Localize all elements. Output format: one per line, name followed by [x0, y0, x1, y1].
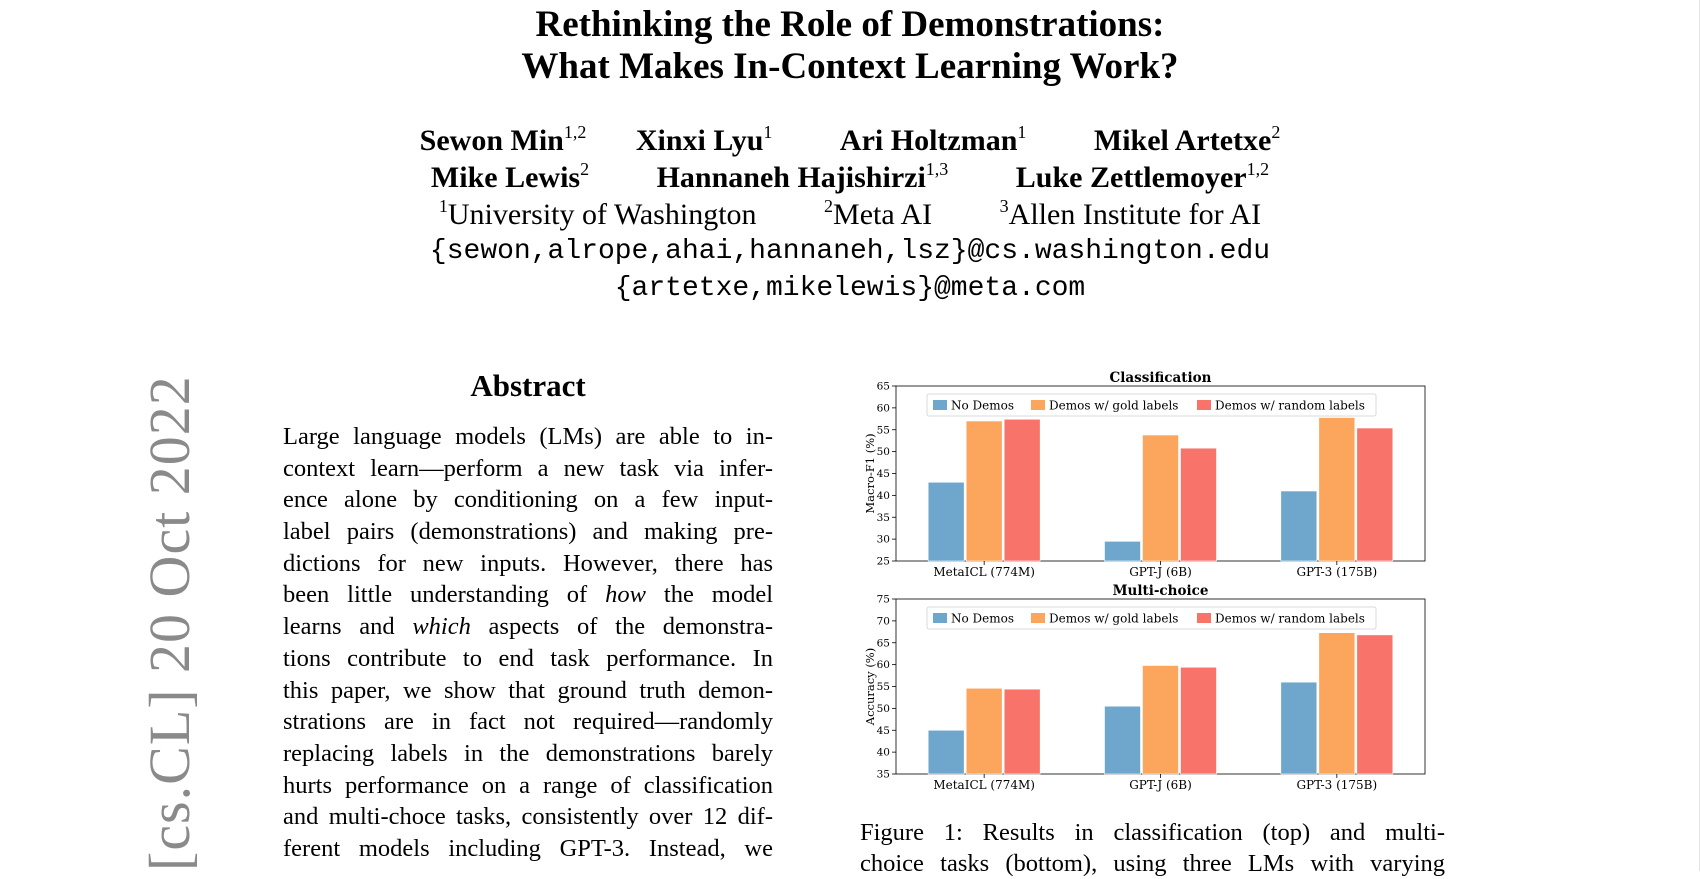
abstract-line: learns and which aspects of the demonstra-: [283, 613, 774, 641]
legend-swatch: [1031, 613, 1045, 623]
y-tick-label: 45: [876, 468, 890, 480]
y-tick-label: 30: [876, 533, 890, 546]
abstract-body: [283, 421, 773, 865]
abstract-line: Large language models (LMs) are able to in-: [283, 423, 773, 450]
bar-multi-choice-demos-w-random-labels-2: [1357, 635, 1393, 774]
x-tick-label: GPT-3 (175B): [1296, 778, 1378, 792]
title-line-1: Rethinking the Role of Demonstrations:: [535, 4, 1165, 45]
legend-label: Demos w/ gold labels: [1049, 398, 1179, 413]
legend-swatch: [1197, 400, 1211, 410]
caption-line-1: Figure 1: Results in classification (top) and multi-: [860, 819, 1445, 846]
y-axis-label-multi-choice: Accuracy (%): [863, 647, 877, 726]
author-xinxi-lyu: Xinxi Lyu$^1$: [635, 122, 773, 157]
bar-classification-no-demos-0: [928, 482, 964, 561]
abstract-line: been little understanding of how the model: [283, 581, 774, 609]
abstract-line: replacing labels in the demonstrations barely: [283, 739, 773, 767]
author-hannaneh-hajishirzi: Hannaneh Hajishirzi$^{1,3}$: [656, 159, 949, 194]
figure-1: [860, 368, 1460, 798]
bar-classification-demos-w-gold-labels-1: [1143, 435, 1179, 561]
y-tick-label: 60: [876, 659, 890, 672]
author-row-1: [0, 122, 1700, 159]
chart-title-classification: Classification: [1109, 370, 1212, 386]
email-uw: {sewon,alrope,ahai,hannaneh,lsz}@cs.washington.edu: [429, 236, 1271, 267]
bar-classification-demos-w-gold-labels-0: [966, 421, 1002, 561]
bar-multi-choice-demos-w-gold-labels-0: [966, 688, 1002, 774]
bar-multi-choice-demos-w-random-labels-1: [1181, 667, 1217, 774]
legend-swatch: [1031, 400, 1045, 410]
abstract-line: label pairs (demonstrations) and making pre-: [283, 518, 773, 546]
bar-classification-demos-w-random-labels-1: [1181, 448, 1217, 561]
emphasis-which: which: [412, 613, 471, 641]
y-tick-label: 35: [876, 511, 890, 524]
x-tick-label: MetaICL (774M): [933, 778, 1035, 792]
bar-classification-demos-w-random-labels-2: [1357, 428, 1393, 561]
legend-label: Demos w/ random labels: [1215, 398, 1365, 413]
y-tick-label: 45: [876, 724, 890, 737]
y-tick-label: 75: [876, 593, 890, 606]
abstract-line: this paper, we show that ground truth demon-: [283, 676, 773, 704]
y-tick-label: 35: [876, 768, 890, 781]
bar-multi-choice-no-demos-0: [928, 730, 964, 774]
y-axis-label-classification: Macro-F1 (%): [863, 433, 877, 514]
bar-classification-no-demos-2: [1281, 491, 1317, 561]
y-tick-label: 55: [876, 424, 890, 437]
title-line-2: What Makes In-Context Learning Work?: [521, 46, 1179, 87]
abstract-line: context learn—perform a new task via infer-: [283, 454, 773, 482]
affiliation-ai2: $^3$Allen Institute for AI: [999, 196, 1262, 231]
arxiv-stamp-text: [cs.CL] 20 Oct 2022: [137, 375, 202, 871]
x-tick-label: GPT-J (6B): [1129, 565, 1192, 579]
abstract-line: ferent models including GPT-3. Instead, we: [283, 834, 773, 862]
affiliation-row: [0, 196, 1700, 233]
paper-title: [0, 4, 1700, 88]
x-tick-label: GPT-3 (175B): [1296, 565, 1378, 579]
bar-classification-demos-w-gold-labels-2: [1319, 418, 1355, 562]
figure-1-charts: [860, 368, 1460, 798]
affiliation-meta: $^2$Meta AI: [824, 196, 933, 231]
y-tick-label: 25: [876, 555, 890, 568]
author-block: [0, 122, 1700, 307]
y-tick-label: 65: [876, 637, 890, 650]
bar-multi-choice-demos-w-gold-labels-1: [1143, 666, 1179, 775]
abstract-line: tions contribute to end task performance. In: [283, 644, 773, 672]
y-tick-label: 50: [876, 446, 890, 459]
legend-swatch: [933, 400, 947, 410]
x-tick-label: MetaICL (774M): [933, 565, 1035, 579]
author-sewon-min: Sewon Min$^{1,2}$: [419, 122, 587, 157]
abstract-line: hurts performance on a range of classification: [283, 771, 773, 799]
bar-multi-choice-demos-w-random-labels-0: [1004, 689, 1040, 774]
y-tick-label: 40: [876, 489, 890, 502]
abstract-line: ence alone by conditioning on a few input-: [283, 486, 773, 514]
author-ari-holtzman: Ari Holtzman$^1$: [839, 122, 1027, 157]
chart-title-multi-choice: Multi-choice: [1112, 583, 1209, 599]
abstract-heading: Abstract: [470, 368, 586, 403]
bar-multi-choice-no-demos-1: [1105, 706, 1141, 774]
y-tick-label: 60: [876, 402, 890, 415]
y-tick-label: 70: [876, 615, 890, 628]
abstract-line: strations are in fact not required—randomly: [283, 708, 773, 736]
author-row-2: [0, 159, 1700, 196]
legend-label: Demos w/ gold labels: [1049, 611, 1179, 626]
bar-multi-choice-no-demos-2: [1281, 682, 1317, 774]
author-mike-lewis: Mike Lewis$^2$: [430, 159, 590, 194]
caption-line-2: choice tasks (bottom), using three LMs with varying: [860, 850, 1445, 877]
x-tick-label: GPT-J (6B): [1129, 778, 1192, 792]
y-tick-label: 50: [876, 702, 890, 715]
bar-classification-no-demos-1: [1105, 541, 1141, 561]
legend-swatch: [933, 613, 947, 623]
legend-swatch: [1197, 613, 1211, 623]
legend-label: No Demos: [951, 611, 1015, 626]
emphasis-how: how: [605, 581, 646, 609]
author-luke-zettlemoyer: Luke Zettlemoyer$^{1,2}$: [1015, 159, 1270, 194]
abstract-line: dictions for new inputs. However, there has: [283, 549, 773, 577]
y-tick-label: 40: [876, 746, 890, 759]
bar-classification-demos-w-random-labels-0: [1004, 419, 1040, 561]
abstract-line: and multi-choce tasks, consistently over 12 dif-: [283, 803, 773, 831]
figure-caption: [860, 817, 1445, 879]
author-mikel-artetxe: Mikel Artetxe$^2$: [1093, 122, 1281, 157]
legend-label: No Demos: [951, 398, 1015, 413]
y-tick-label: 65: [876, 380, 890, 393]
bar-multi-choice-demos-w-gold-labels-2: [1319, 633, 1355, 774]
email-meta: {artetxe,mikelewis}@meta.com: [614, 273, 1086, 304]
legend-label: Demos w/ random labels: [1215, 611, 1365, 626]
arxiv-stamp: [80, 375, 202, 871]
y-tick-label: 55: [876, 681, 890, 693]
affiliation-uw: $^1$University of Washington: [438, 196, 757, 231]
